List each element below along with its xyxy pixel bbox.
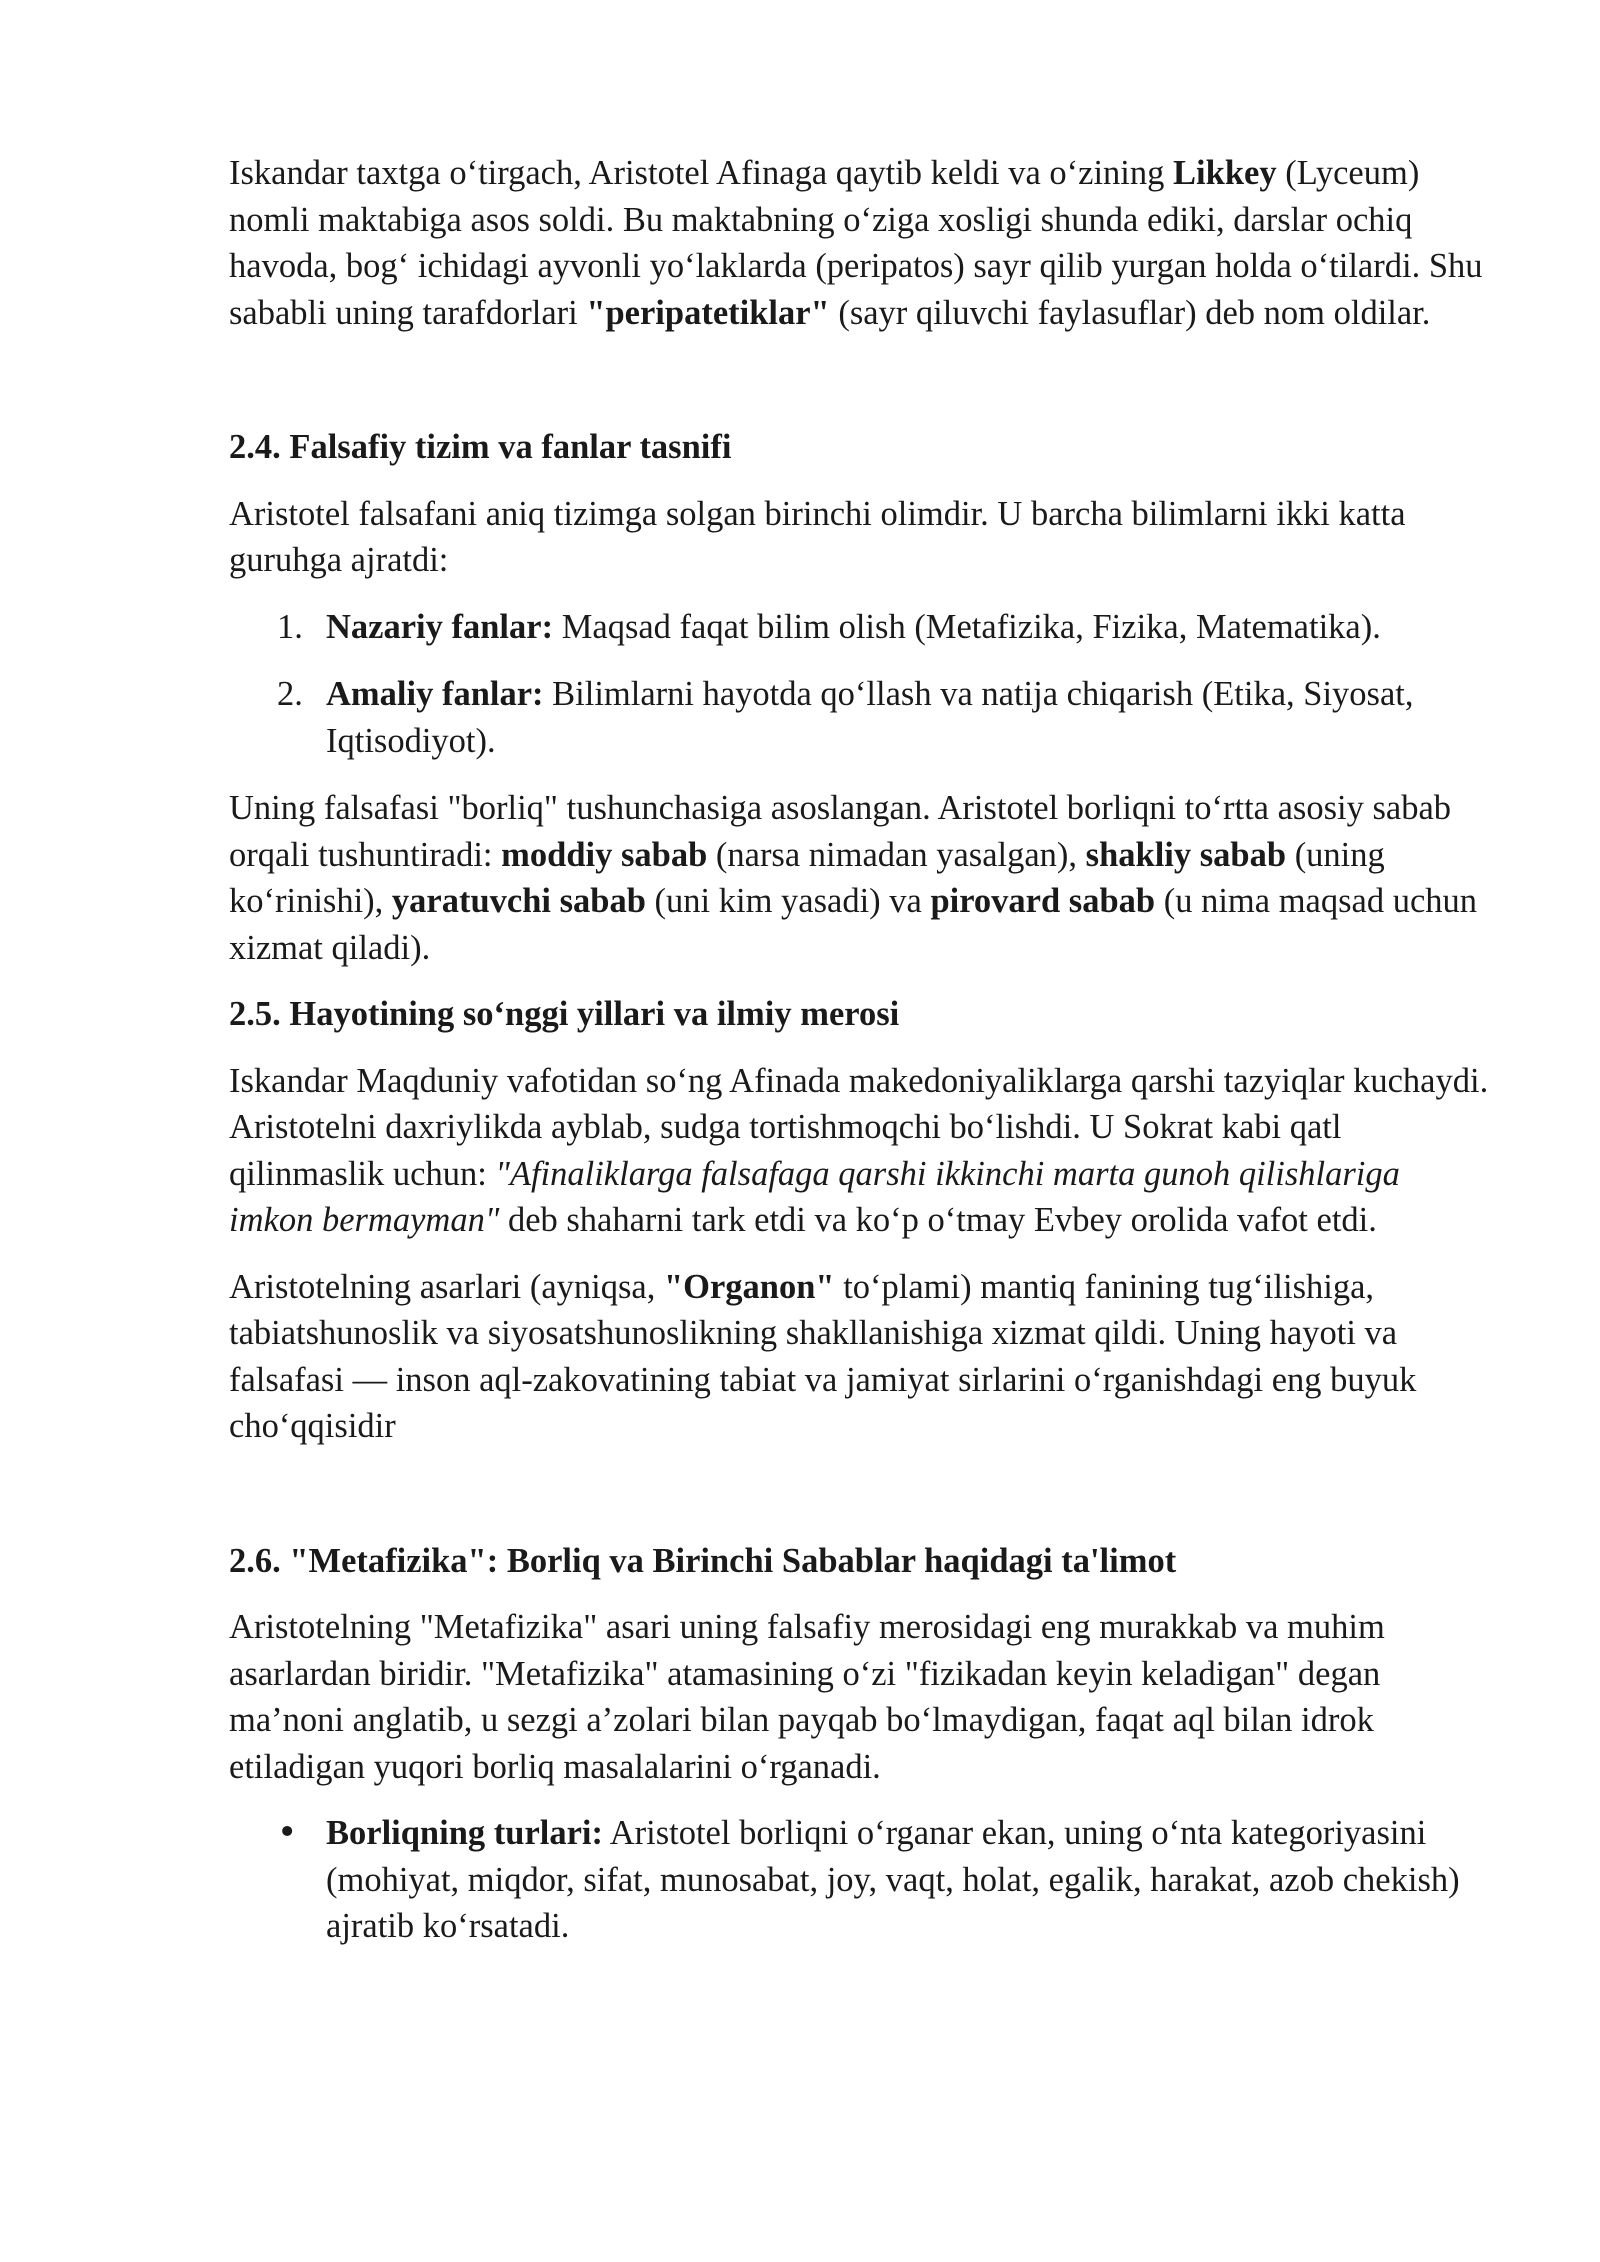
bullet-list — [229, 1810, 1489, 1950]
list-item — [229, 604, 1489, 651]
text-run: (uning ko‘rinishi), — [229, 835, 1385, 920]
bold-term: shakliy sabab — [1085, 835, 1287, 874]
document-page — [229, 150, 1489, 1950]
paragraph-final-years — [229, 1058, 1489, 1244]
bold-term: Likkey — [1173, 154, 1277, 192]
list-number: 1. — [277, 607, 303, 646]
bold-term: moddiy sabab — [501, 835, 708, 874]
bold-term: Nazariy fanlar: — [326, 607, 554, 646]
section-heading-2-6: 2.6. "Metafizika": Borliq va Birinchi Sabablar haqidagi ta'limot — [229, 1541, 1177, 1580]
bold-term: "peripatetiklar" — [586, 293, 830, 332]
numbered-list — [229, 604, 1489, 765]
bold-term: yaratuvchi sabab — [391, 882, 646, 920]
text-run: (u nima maqsad uchun xizmat qiladi). — [229, 882, 1478, 967]
section-heading-2-4: 2.4. Falsafiy tizim va fanlar tasnifi — [229, 428, 732, 466]
section-heading-2-5: 2.5. Hayotining so‘nggi yillari va ilmiy merosi — [229, 995, 900, 1033]
bold-term: Amaliy fanlar: — [326, 675, 544, 713]
text-run: deb shaharni tark etdi va ko‘p o‘tmay Evbey orolida vafot etdi. — [499, 1201, 1377, 1239]
bold-term: "Organon" — [663, 1267, 835, 1306]
paragraph-legacy — [229, 1264, 1489, 1450]
paragraph-intro-2-4: Aristotel falsafani aniq tizimga solgan birinchi olimdir. U barcha bilimlarni ikki katta guruhga ajratdi: — [229, 494, 1406, 579]
bullet-item — [229, 1810, 1489, 1950]
text-run: Iskandar taxtga o‘tirgach, Aristotel Afinaga qaytib keldi va o‘zining — [229, 154, 1174, 192]
text-run: (narsa nimadan yasalgan), — [707, 835, 1086, 874]
paragraph-likkey — [229, 150, 1489, 336]
text-run: Uning falsafasi "borliq" tushunchasiga asoslangan. Aristotel borliqni to‘rtta asosiy sabab orqali tushuntiradi: — [229, 789, 1452, 874]
text-run: Aristotel borliqni o‘rganar ekan, uning o‘nta kategoriyasini (mohiyat, miqdor, sifat, munosabat, joy, vaqt, holat, egalik, harakat, azob chekish) ajratib ko‘rsatadi. — [326, 1814, 1460, 1945]
text-run: Iskandar Maqduniy vafotidan so‘ng Afinada makedoniyaliklarga qarshi tazyiqlar kuchaydi. Aristotelni daxriylikda ayblab, sudga tortishmoqchi bo‘lishdi. U Sokrat kabi qatl qilinmaslik uchun: — [229, 1061, 1489, 1193]
text-run: Bilimlarni hayotda qo‘llash va natija chiqarish (Etika, Siyosat, Iqtisodiyot). — [326, 675, 1414, 760]
paragraph-metafizika: Aristotelning "Metafizika" asari uning falsafiy merosidagi eng murakkab va muhim asarlardan biridir. "Metafizika" atamasining o‘zi "fizikadan keyin keladigan" degan ma’noni anglatib, u sezgi a’zolari bilan payqab bo‘lmaydigan, faqat aql bilan idrok etiladigan yuqori borliq masalalarini o‘rganadi. — [229, 1608, 1385, 1786]
bold-term: Borliqning turlari: — [326, 1814, 603, 1852]
italic-quote: "Afinaliklarga falsafaga qarshi ikkinchi marta gunoh qilishlariga imkon bermayman" — [229, 1154, 1400, 1239]
text-run: to‘plami) mantiq fanining tug‘ilishiga, tabiatshunoslik va siyosatshunoslikning shakllanishiga xizmat qildi. Uning hayoti va falsafasi — inson aql-zakovatining tabiat va jamiyat sirlarini o‘rganishdagi eng buyuk cho‘qqisidir — [229, 1267, 1417, 1445]
text-run: Maqsad faqat bilim olish (Metafizika, Fizika, Matematika). — [553, 607, 1381, 646]
paragraph-borliq — [229, 785, 1489, 971]
text-run: (uni kim yasadi) va — [645, 882, 931, 920]
text-run: Aristotelning asarlari (ayniqsa, — [229, 1267, 664, 1306]
bold-term: pirovard sabab — [930, 882, 1156, 920]
list-item — [229, 671, 1489, 764]
text-run: (sayr qiluvchi faylasuflar) deb nom oldilar. — [829, 293, 1431, 332]
text-run: (Lyceum) nomli maktabiga asos soldi. Bu maktabning o‘ziga xosligi shunda ediki, darslar ochiq havoda, bog‘ ichidagi ayvonli yo‘laklarda (peripatos) sayr qilib yurgan holda o‘tilardi. Shu sababli uning tarafdorlari — [229, 154, 1483, 332]
list-number: 2. — [277, 675, 303, 713]
bullet-dot: • — [277, 1813, 298, 1853]
